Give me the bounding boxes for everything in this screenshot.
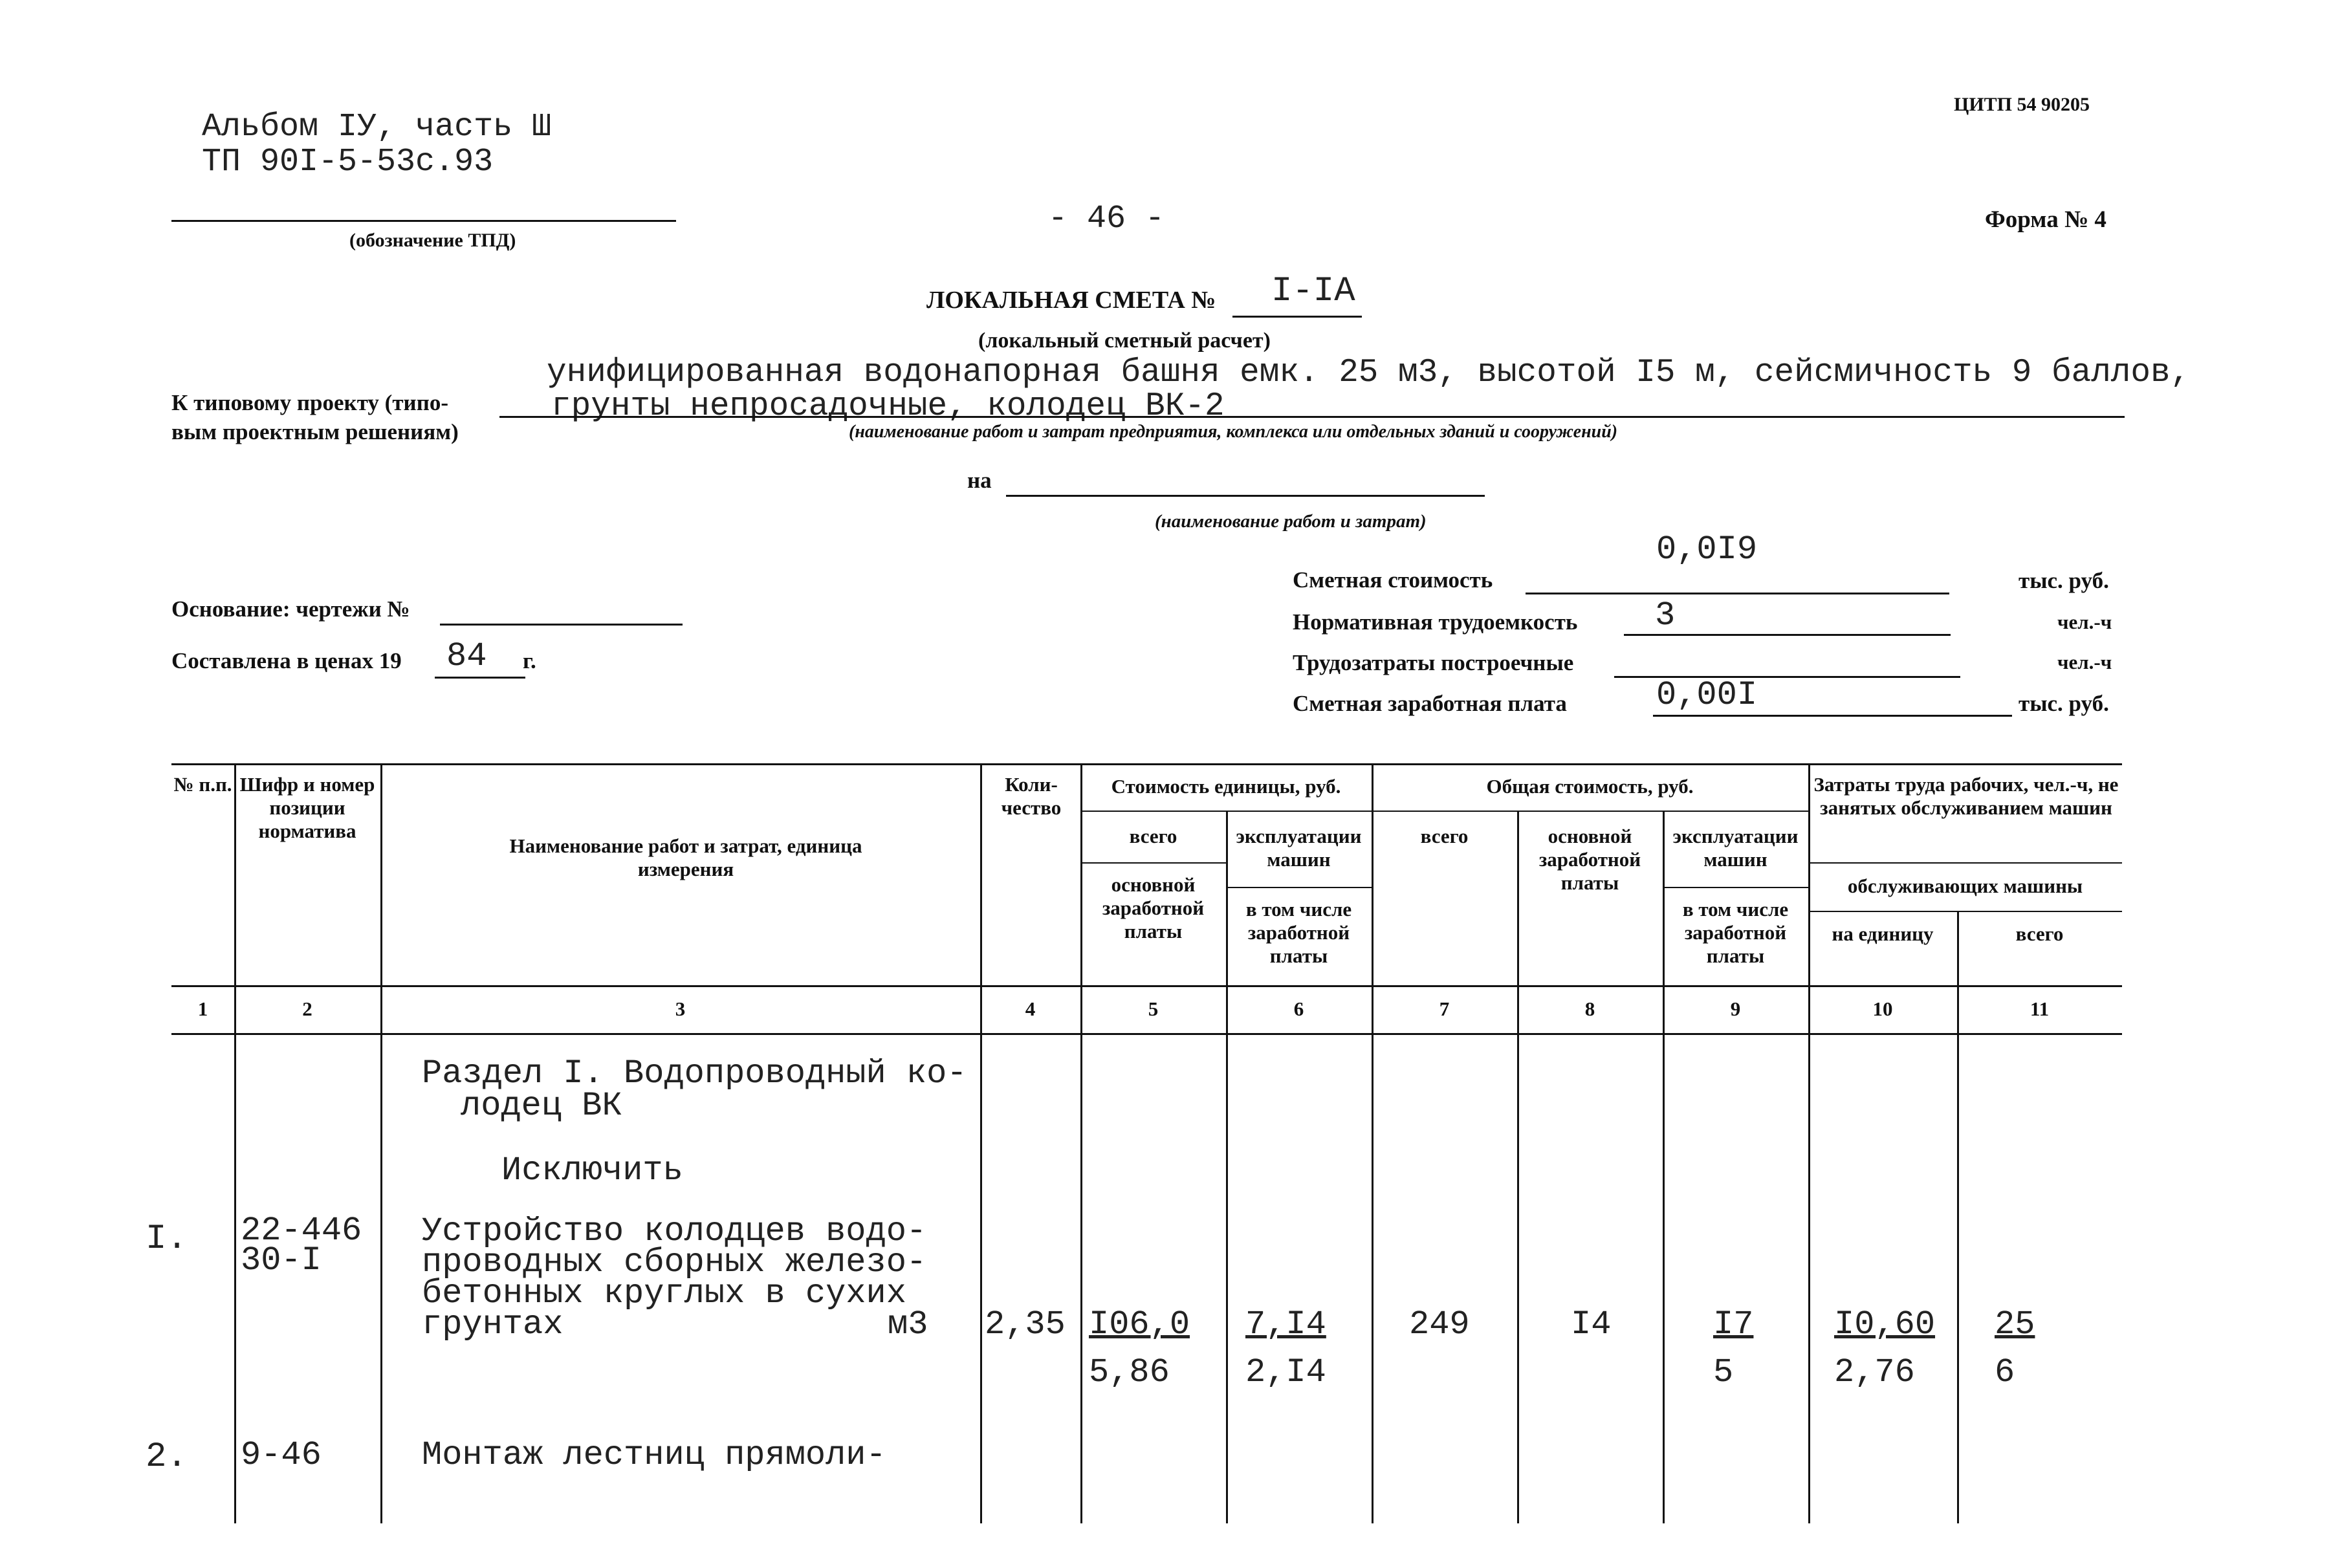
drawings-underline [440, 624, 683, 626]
project-label-2: вым проектным решениям) [171, 419, 459, 444]
labor-value: 3 [1655, 596, 1676, 635]
wage-value: 0,00I [1656, 676, 1758, 714]
header-total-base-wage: основной заработной платы [1538, 825, 1641, 894]
col-border-1 [234, 763, 236, 1523]
row-total-all: 249 [1409, 1305, 1470, 1344]
wage-underline [1653, 715, 2012, 717]
header-unit-base-wage: основной заработной платы [1102, 873, 1205, 942]
col-number-8: 8 [1584, 997, 1595, 1020]
header-bottom-border [171, 985, 2122, 987]
header-name: Наименование работ и затрат, единица измерения [509, 834, 862, 880]
labor-sub-border-b [1808, 911, 2122, 912]
col-number-1: 1 [197, 997, 208, 1020]
cost-underline [1526, 593, 1949, 594]
header-unit-machines: эксплуатации машин [1236, 825, 1362, 871]
estimate-number: I-IA [1271, 272, 1355, 311]
col-number-7: 7 [1439, 997, 1450, 1020]
estimate-number-underline [1232, 316, 1362, 318]
header-labor: Затраты труда рабочих, чел.-ч, не занятых обслуживанием машин [1813, 773, 2119, 819]
header-quantity: Коли- чество [1001, 773, 1062, 819]
prices-year: 84 [446, 637, 487, 675]
labor-underline [1624, 634, 1951, 636]
row-labor-total: 25 [1995, 1305, 2035, 1344]
page-number: - 46 - [1048, 201, 1165, 237]
header-labor-total: всего [2015, 922, 2064, 945]
col-number-4: 4 [1025, 997, 1036, 1020]
section-title-1: Раздел I. Водопроводный ко- [422, 1054, 967, 1093]
row-labor-per-unit-serving: 2,76 [1834, 1353, 1915, 1391]
header-total-incl-wage: в том числе заработной платы [1682, 898, 1789, 967]
row-total-machines: I7 [1713, 1305, 1754, 1344]
row-total-base-wage: I4 [1571, 1305, 1612, 1344]
col-border-6 [1372, 763, 1373, 1523]
prices-suffix: г. [523, 648, 536, 673]
drawings-label: Основание: чертежи № [171, 596, 410, 622]
col-number-11: 11 [2030, 997, 2050, 1020]
labor-label: Нормативная трудоемкость [1293, 609, 1578, 635]
wage-label: Сметная заработная плата [1293, 691, 1567, 716]
row-total-machines-wage: 5 [1713, 1353, 1734, 1391]
row-number: I. [146, 1219, 188, 1259]
wage-unit: тыс. руб. [2019, 691, 2109, 716]
row-code-2: 30-I [241, 1241, 322, 1279]
row-number: 2. [146, 1437, 188, 1477]
row-name-3: бетонных круглых в сухих [422, 1274, 906, 1312]
unit-cost-inner-border-a [1080, 862, 1226, 864]
row-name-4: грунтах [422, 1305, 564, 1344]
estimate-title: ЛОКАЛЬНАЯ СМЕТА № [926, 287, 1216, 314]
col-number-6: 6 [1293, 997, 1304, 1020]
header-code: Шифр и номер позиции норматива [239, 773, 375, 842]
na-underline [1006, 495, 1485, 497]
header-unit-incl-wage: в том числе заработной платы [1245, 898, 1352, 967]
col-border-7 [1517, 811, 1519, 1523]
header-per-unit: на единицу [1832, 922, 1934, 945]
labor-unit: чел.-ч [2057, 611, 2112, 633]
section-title-2: лодец ВК [461, 1087, 622, 1125]
header-num: № п.п. [173, 773, 232, 796]
cost-label: Сметная стоимость [1293, 567, 1493, 593]
unit-cost-inner-border-b [1226, 887, 1372, 888]
row-labor-total-serving: 6 [1995, 1353, 2015, 1391]
project-caption: (наименование работ и затрат предприятия, комплекса или отдельных зданий и сооружений) [849, 422, 1618, 442]
row-code-1: 9-46 [241, 1436, 322, 1474]
tpd-underline [171, 220, 676, 222]
prices-label: Составлена в ценах 19 [171, 648, 402, 673]
row-labor-per-unit: I0,60 [1834, 1305, 1936, 1344]
album-line-2: ТП 90I-5-53с.93 [202, 144, 494, 180]
col-number-3: 3 [675, 997, 686, 1020]
table-top-border [171, 763, 2122, 765]
total-cost-sub-border [1372, 811, 1808, 812]
column-number-border [171, 1033, 2122, 1035]
row-name-2: проводных сборных железо- [422, 1243, 927, 1281]
header-total-cost: Общая стоимость, руб. [1486, 775, 1694, 798]
row-unit-cost-machines-wage: 2,I4 [1245, 1353, 1326, 1391]
header-total-all: всего [1420, 825, 1469, 847]
na-caption: (наименование работ и затрат) [1155, 511, 1427, 532]
tpd-caption: (обозначение ТПД) [349, 230, 516, 251]
col-number-5: 5 [1148, 997, 1159, 1020]
prices-year-underline [435, 677, 525, 679]
project-label-1: К типовому проекту (типо- [171, 390, 449, 415]
col-border-2 [380, 763, 382, 1523]
album-line-1: Альбом IУ, часть Ш [202, 109, 552, 146]
header-unit-cost: Стоимость единицы, руб. [1111, 775, 1341, 798]
document-code: ЦИТП 54 90205 [1954, 94, 2090, 115]
header-serving-machines: обслуживающих машины [1847, 875, 2083, 897]
build-labor-unit: чел.-ч [2057, 651, 2112, 673]
header-unit-all: всего [1129, 825, 1177, 847]
cost-unit: тыс. руб. [2019, 568, 2109, 593]
project-value-2: грунты непросадочные, колодец ВК-2 [551, 388, 1225, 425]
form-number: Форма № 4 [1985, 206, 2107, 233]
na-label: на [967, 468, 992, 493]
project-underline [499, 416, 2125, 418]
row-unit-cost-base-wage: 5,86 [1089, 1353, 1170, 1391]
row-name-1: Монтаж лестниц прямоли- [422, 1436, 886, 1474]
cost-value: 0,0I9 [1656, 530, 1758, 569]
exclude-label: Исключить [501, 1151, 683, 1190]
col-border-3 [980, 763, 982, 1523]
total-cost-inner-border [1663, 887, 1808, 888]
estimate-subtitle: (локальный сметный расчет) [978, 329, 1271, 353]
row-quantity: 2,35 [985, 1305, 1066, 1344]
col-number-9: 9 [1730, 997, 1741, 1020]
header-total-machines: эксплуатации машин [1672, 825, 1799, 871]
col-number-10: 10 [1872, 997, 1893, 1020]
row-unit: м3 [888, 1305, 928, 1344]
row-unit-cost-machines: 7,I4 [1245, 1305, 1326, 1344]
col-number-2: 2 [302, 997, 312, 1020]
project-value-1: унифицированная водонапорная башня емк. 25 м3, высотой I5 м, сейсмичность 9 баллов, [547, 354, 2191, 391]
row-code-1: 22-446 [241, 1212, 362, 1250]
labor-sub-border-a [1808, 862, 2122, 864]
row-name-1: Устройство колодцев водо- [422, 1212, 927, 1250]
build-labor-label: Трудозатраты построечные [1293, 650, 1574, 675]
row-unit-cost-all: I06,0 [1089, 1305, 1190, 1344]
